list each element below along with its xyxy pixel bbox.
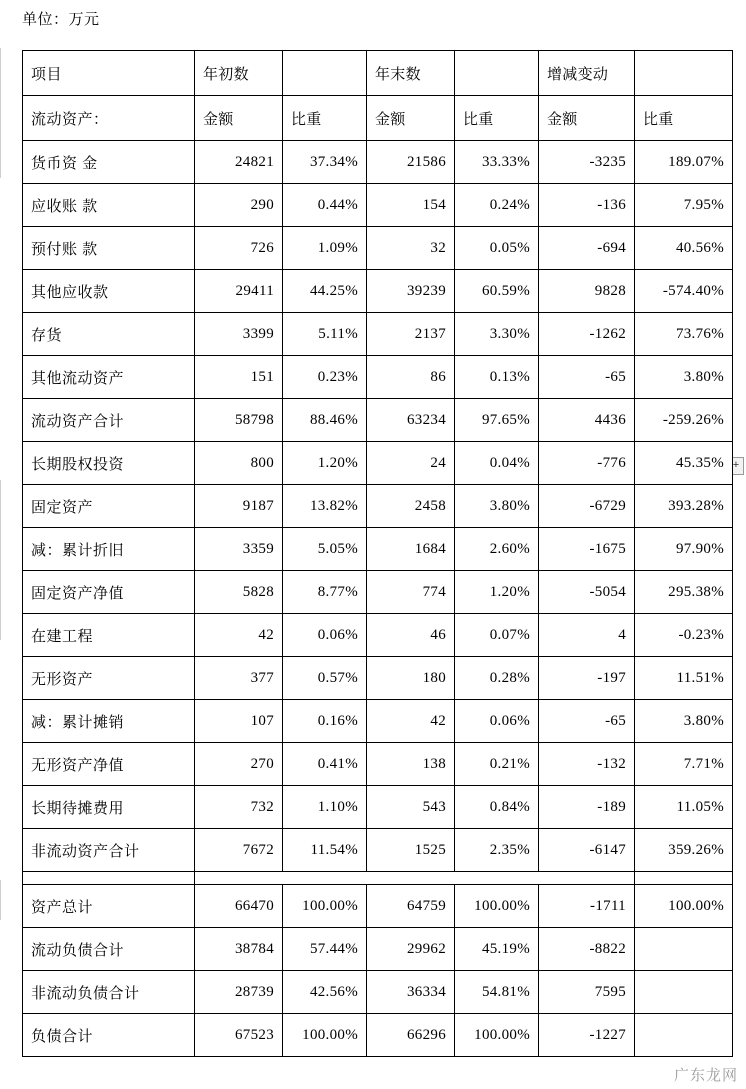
row-value: 359.26% <box>635 829 733 872</box>
row-value: 66470 <box>195 885 283 928</box>
row-value: -5054 <box>539 571 635 614</box>
row-label: 无形资产 <box>23 657 195 700</box>
table-row <box>23 141 733 184</box>
row-value: 2.35% <box>455 829 539 872</box>
row-value: 63234 <box>367 399 455 442</box>
row-value: 290 <box>195 184 283 227</box>
row-label: 非流动资产合计 <box>23 829 195 872</box>
row-value: 42.56% <box>283 971 367 1014</box>
row-value: -65 <box>539 700 635 743</box>
gap-cell <box>23 872 195 885</box>
row-value: 97.65% <box>455 399 539 442</box>
row-value: 543 <box>367 786 455 829</box>
row-value: 1.09% <box>283 227 367 270</box>
row-value: -1262 <box>539 313 635 356</box>
table-row <box>23 971 733 1014</box>
left-margin-rule-top <box>0 48 1 178</box>
row-value: -65 <box>539 356 635 399</box>
gap-cell <box>283 872 367 885</box>
row-value <box>635 1014 733 1057</box>
row-value: 4436 <box>539 399 635 442</box>
row-value: -776 <box>539 442 635 485</box>
row-value: -6147 <box>539 829 635 872</box>
row-value: -3235 <box>539 141 635 184</box>
table-row <box>23 786 733 829</box>
row-label: 无形资产净值 <box>23 743 195 786</box>
row-value: 40.56% <box>635 227 733 270</box>
row-value: 2.60% <box>455 528 539 571</box>
row-value: 42 <box>367 700 455 743</box>
row-value: 33.33% <box>455 141 539 184</box>
row-value: 57.44% <box>283 928 367 971</box>
header-cell: 年初数 <box>195 51 283 96</box>
financial-table <box>22 50 733 1057</box>
row-value: 3.80% <box>635 700 733 743</box>
row-label: 存货 <box>23 313 195 356</box>
row-value: 11.05% <box>635 786 733 829</box>
row-value: 0.24% <box>455 184 539 227</box>
header-cell: 比重 <box>283 96 367 141</box>
row-value: 3.80% <box>635 356 733 399</box>
table-header-row-2 <box>23 96 733 141</box>
row-value: 1525 <box>367 829 455 872</box>
row-value: 24821 <box>195 141 283 184</box>
row-label: 应收账 款 <box>23 184 195 227</box>
row-label: 预付账 款 <box>23 227 195 270</box>
row-value: 21586 <box>367 141 455 184</box>
table-row <box>23 657 733 700</box>
row-value: -6729 <box>539 485 635 528</box>
row-value: 2458 <box>367 485 455 528</box>
row-value: 45.35% <box>635 442 733 485</box>
table-row <box>23 399 733 442</box>
row-label: 流动资产合计 <box>23 399 195 442</box>
row-value: 0.06% <box>283 614 367 657</box>
row-value: 1.20% <box>455 571 539 614</box>
row-value: 11.54% <box>283 829 367 872</box>
row-value: -574.40% <box>635 270 733 313</box>
row-label: 货币资 金 <box>23 141 195 184</box>
table-row <box>23 356 733 399</box>
table-row <box>23 885 733 928</box>
row-value: 5.05% <box>283 528 367 571</box>
row-value: 270 <box>195 743 283 786</box>
row-value: 0.41% <box>283 743 367 786</box>
row-value: 46 <box>367 614 455 657</box>
table-row <box>23 442 733 485</box>
row-value: -1675 <box>539 528 635 571</box>
row-value: -197 <box>539 657 635 700</box>
row-label: 非流动负债合计 <box>23 971 195 1014</box>
table-row <box>23 184 733 227</box>
row-value: 7.71% <box>635 743 733 786</box>
row-value: 38784 <box>195 928 283 971</box>
row-value: 3.30% <box>455 313 539 356</box>
header-cell <box>455 51 539 96</box>
row-value: 100.00% <box>635 885 733 928</box>
row-value: 7595 <box>539 971 635 1014</box>
row-value: 37.34% <box>283 141 367 184</box>
gap-cell <box>195 872 283 885</box>
row-value: 393.28% <box>635 485 733 528</box>
row-value: 29411 <box>195 270 283 313</box>
row-value: 11.51% <box>635 657 733 700</box>
table-row <box>23 928 733 971</box>
row-value: 5828 <box>195 571 283 614</box>
row-value: 151 <box>195 356 283 399</box>
row-value: 64759 <box>367 885 455 928</box>
header-cell: 项目 <box>23 51 195 96</box>
table-row <box>23 485 733 528</box>
header-cell: 金额 <box>195 96 283 141</box>
row-value: 66296 <box>367 1014 455 1057</box>
row-value: -0.23% <box>635 614 733 657</box>
row-value: 36334 <box>367 971 455 1014</box>
table-row <box>23 1014 733 1057</box>
row-label: 其他应收款 <box>23 270 195 313</box>
row-value: 0.57% <box>283 657 367 700</box>
table-row <box>23 743 733 786</box>
row-value: 1.20% <box>283 442 367 485</box>
row-value: 54.81% <box>455 971 539 1014</box>
unit-label: 单位：万元 <box>22 11 100 28</box>
row-value: 0.16% <box>283 700 367 743</box>
row-value: 0.07% <box>455 614 539 657</box>
header-cell: 金额 <box>367 96 455 141</box>
row-value: 295.38% <box>635 571 733 614</box>
financial-table-container <box>22 50 732 1057</box>
table-row <box>23 700 733 743</box>
gap-cell <box>539 872 635 885</box>
header-cell: 年末数 <box>367 51 455 96</box>
row-value: 100.00% <box>283 1014 367 1057</box>
gap-cell <box>367 872 455 885</box>
row-value: -259.26% <box>635 399 733 442</box>
row-value: 377 <box>195 657 283 700</box>
row-label: 资产总计 <box>23 885 195 928</box>
row-value: -132 <box>539 743 635 786</box>
row-value: 60.59% <box>455 270 539 313</box>
table-row <box>23 313 733 356</box>
row-value: 32 <box>367 227 455 270</box>
row-value: 5.11% <box>283 313 367 356</box>
row-value: 58798 <box>195 399 283 442</box>
row-value: 0.05% <box>455 227 539 270</box>
header-cell: 比重 <box>455 96 539 141</box>
watermark-label: 广东龙网 <box>673 1067 738 1084</box>
row-value: 0.21% <box>455 743 539 786</box>
row-value: 154 <box>367 184 455 227</box>
row-value: -136 <box>539 184 635 227</box>
row-value: 732 <box>195 786 283 829</box>
row-value <box>635 971 733 1014</box>
table-row <box>23 829 733 872</box>
row-value: 0.28% <box>455 657 539 700</box>
row-label: 其他流动资产 <box>23 356 195 399</box>
row-value: 28739 <box>195 971 283 1014</box>
row-value: 107 <box>195 700 283 743</box>
row-value: 67523 <box>195 1014 283 1057</box>
row-value: 774 <box>367 571 455 614</box>
row-value: 44.25% <box>283 270 367 313</box>
row-value: 0.23% <box>283 356 367 399</box>
gap-cell <box>455 872 539 885</box>
row-label: 长期股权投资 <box>23 442 195 485</box>
header-cell: 金额 <box>539 96 635 141</box>
row-value: 0.84% <box>455 786 539 829</box>
row-label: 负债合计 <box>23 1014 195 1057</box>
row-value: 100.00% <box>455 885 539 928</box>
row-value: 189.07% <box>635 141 733 184</box>
row-value: 73.76% <box>635 313 733 356</box>
row-value: 97.90% <box>635 528 733 571</box>
row-value: 9828 <box>539 270 635 313</box>
table-row <box>23 571 733 614</box>
row-value: 13.82% <box>283 485 367 528</box>
left-margin-rule-mid <box>0 480 1 640</box>
row-value: 3399 <box>195 313 283 356</box>
row-label: 长期待摊费用 <box>23 786 195 829</box>
row-value: 7.95% <box>635 184 733 227</box>
row-value: 7672 <box>195 829 283 872</box>
row-value: 726 <box>195 227 283 270</box>
row-value: 100.00% <box>283 885 367 928</box>
table-row <box>23 614 733 657</box>
row-label: 固定资产 <box>23 485 195 528</box>
row-value: 88.46% <box>283 399 367 442</box>
row-value: 1.10% <box>283 786 367 829</box>
row-value: 2137 <box>367 313 455 356</box>
header-cell: 增减变动 <box>539 51 635 96</box>
row-value: 24 <box>367 442 455 485</box>
header-cell <box>635 51 733 96</box>
section-gap <box>23 872 733 885</box>
row-value: 0.44% <box>283 184 367 227</box>
row-value: -694 <box>539 227 635 270</box>
header-cell: 比重 <box>635 96 733 141</box>
row-value: 0.04% <box>455 442 539 485</box>
row-value: -1711 <box>539 885 635 928</box>
row-value: 29962 <box>367 928 455 971</box>
row-value: 39239 <box>367 270 455 313</box>
table-row <box>23 227 733 270</box>
header-cell: 流动资产： <box>23 96 195 141</box>
row-value: 138 <box>367 743 455 786</box>
row-label: 减：累计摊销 <box>23 700 195 743</box>
table-row <box>23 270 733 313</box>
row-value: 8.77% <box>283 571 367 614</box>
row-value: -1227 <box>539 1014 635 1057</box>
row-label: 减：累计折旧 <box>23 528 195 571</box>
row-value: 180 <box>367 657 455 700</box>
row-value: 3.80% <box>455 485 539 528</box>
row-label: 固定资产净值 <box>23 571 195 614</box>
row-value: 42 <box>195 614 283 657</box>
row-value: 0.13% <box>455 356 539 399</box>
gap-cell <box>635 872 733 885</box>
row-value: 45.19% <box>455 928 539 971</box>
row-value: -189 <box>539 786 635 829</box>
table-row <box>23 528 733 571</box>
row-value: -8822 <box>539 928 635 971</box>
row-value: 0.06% <box>455 700 539 743</box>
row-value: 9187 <box>195 485 283 528</box>
row-value <box>635 928 733 971</box>
expand-plus-handle[interactable]: + <box>728 457 744 475</box>
row-value: 86 <box>367 356 455 399</box>
row-value: 800 <box>195 442 283 485</box>
table-header-row-1 <box>23 51 733 96</box>
row-value: 100.00% <box>455 1014 539 1057</box>
header-cell <box>283 51 367 96</box>
row-value: 1684 <box>367 528 455 571</box>
row-value: 4 <box>539 614 635 657</box>
row-label: 在建工程 <box>23 614 195 657</box>
row-label: 流动负债合计 <box>23 928 195 971</box>
left-margin-rule-bottom <box>0 880 1 920</box>
row-value: 3359 <box>195 528 283 571</box>
